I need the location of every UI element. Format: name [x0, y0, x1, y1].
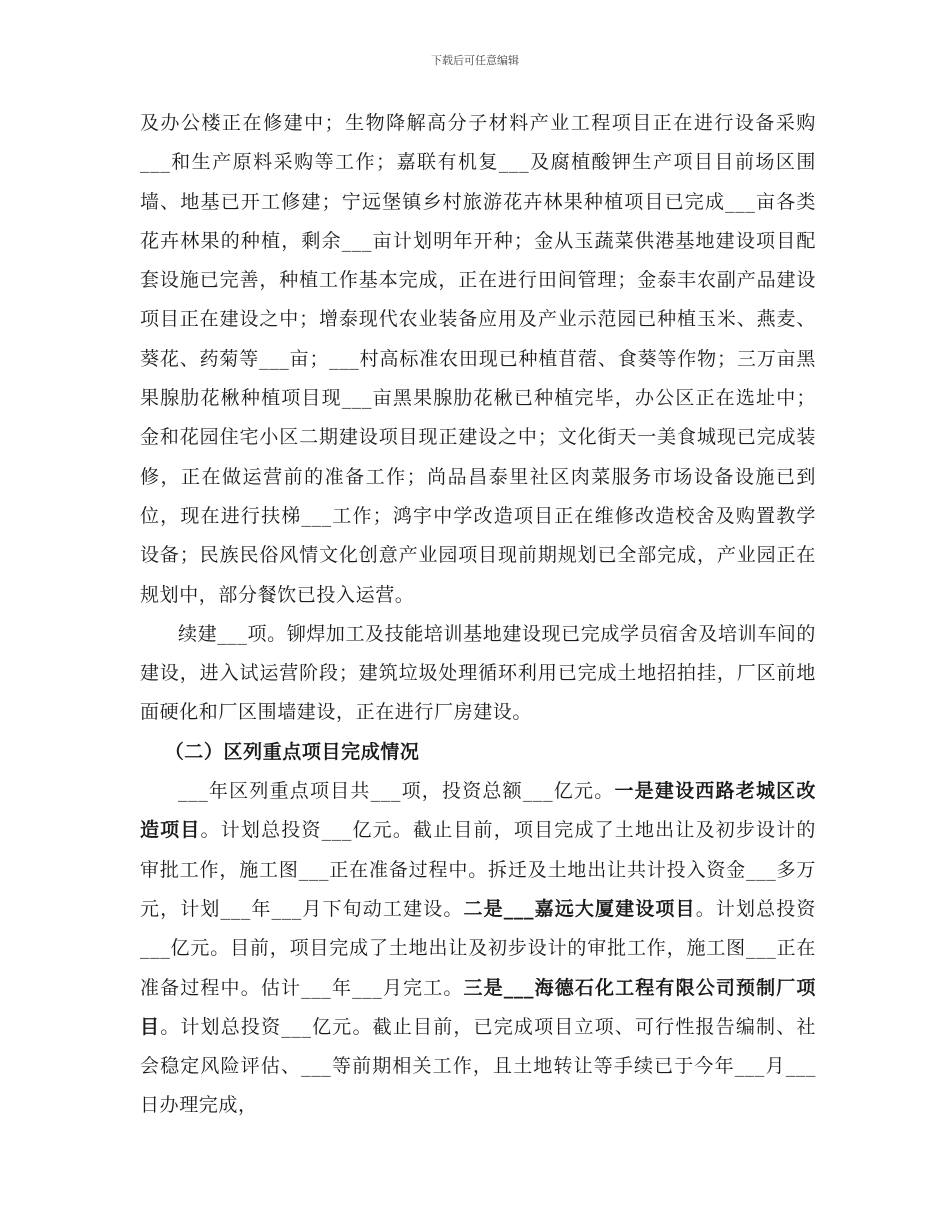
document-body: [140, 104, 816, 1126]
section-title: （二）区列重点项目完成情况: [164, 740, 420, 763]
paragraph-continued-projects: 续建___项。铆焊加工及技能培训基地建设现已完成学员宿舍及培训车间的建设，进入试运营阶段；建筑垃圾处理循环利用已完成土地招拍挂，厂区前地面硬化和厂区围墙建设，正在进行厂房建设。: [140, 622, 816, 724]
bold-project-1: 一是建设西路老城区改造项目: [140, 780, 816, 842]
bold-project-2: 二是___嘉远大厦建设项目: [463, 897, 696, 920]
text-segment: 。计划总投资___亿元。目前，项目完成了土地出让及初步设计的审批工作，施工图___正在准备过程中。估计___年___月完工。: [140, 897, 816, 999]
paragraph-district-key-projects: [140, 772, 816, 1126]
paragraph-projects-progress: 及办公楼正在修建中；生物降解高分子材料产业工程项目正在进行设备采购___和生产原料采购等工作；嘉联有机复___及腐植酸钾生产项目目前场区围墙、地基已开工修建；宁远堡镇乡村旅游花卉林果种植项目已完成___亩各类花卉林果的种植，剩余___亩计划明年开种；金从玉蔬菜供港基地建设项目配套设施已完善，种植工作基本完成，正在进行田间管理；金泰丰农副产品建设项目正在建设之中；增泰现代农业装备应用及产业示范园已种植玉米、燕麦、葵花、药菊等___亩；___村高标准农田现已种植苜蓿、食葵等作物；三万亩黑果腺肋花楸种植项目现___亩黑果腺肋花楸已种植完毕，办公区正在选址中；金和花园住宅小区二期建设项目现正建设之中；文化街天一美食城现已完成装修，正在做运营前的准备工作；尚品昌泰里社区肉菜服务市场设备设施已到位，现在进行扶梯___工作；鸿宇中学改造项目正在维修改造校舍及购置教学设备；民族民俗风情文化创意产业园项目现前期规划已全部完成，产业园正在规划中，部分餐饮已投入运营。: [140, 112, 816, 606]
text-segment: 。计划总投资___亿元。截止目前，项目完成了土地出让及初步设计的审批工作，施工图___正在准备过程中。拆迁及土地出让共计投入资金___多万元，计划___年___月下旬动工建设。: [140, 819, 816, 920]
page-header: 下载后可任意编辑: [431, 54, 519, 67]
text-segment: 。计划总投资___亿元。截止目前，已完成项目立项、可行性报告编制、社会稳定风险评估、___等前期相关工作，且土地转让等手续已于今年___月___日办理完成，: [140, 1015, 816, 1117]
bold-project-3: 三是___海德石化工程有限公司预制厂项目: [140, 976, 816, 1038]
text-segment: ___年区列重点项目共___项，投资总额___亿元。: [178, 780, 615, 803]
